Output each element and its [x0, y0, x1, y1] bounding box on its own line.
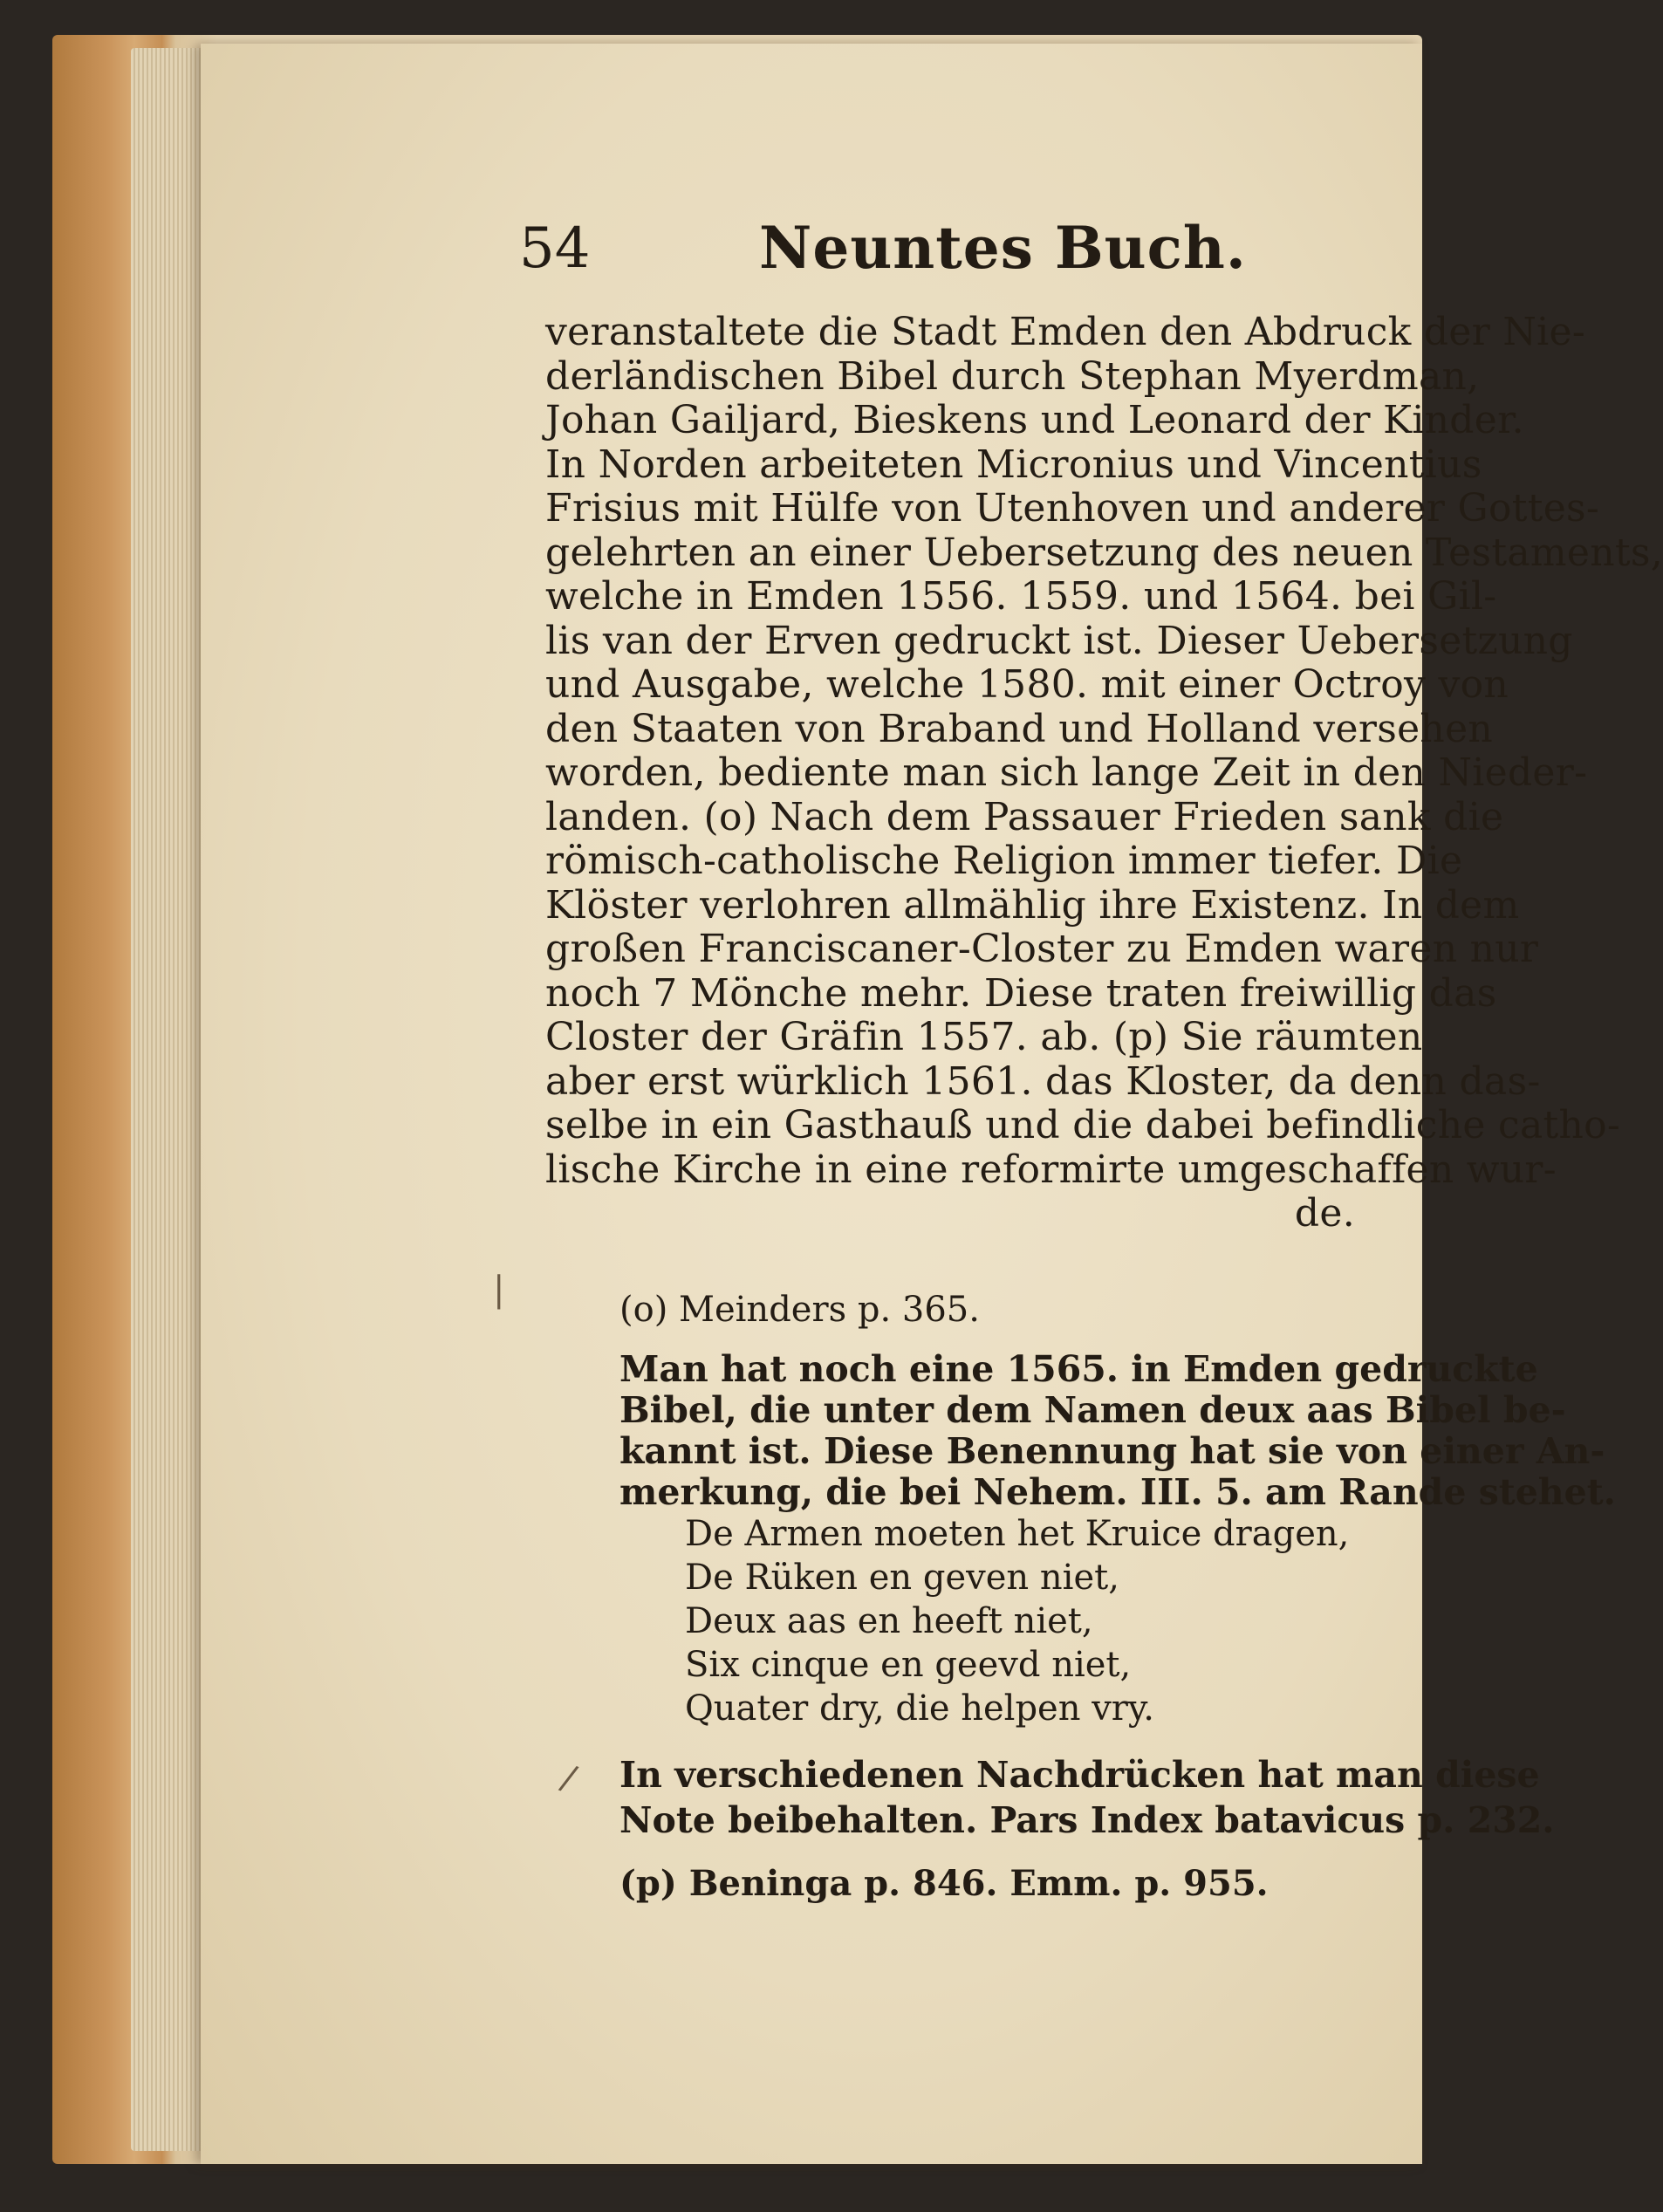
body-line: landen. (o) Nach dem Passauer Frieden sank die [545, 794, 1504, 839]
body-line: den Staaten von Braband und Holland versehen [545, 706, 1494, 751]
body-line: gelehrten an einer Uebersetzung des neuen Testaments, [545, 530, 1663, 575]
body-line: In Norden arbeiteten Micronius und Vincentius [545, 442, 1482, 487]
body-line: Frisius mit Hülfe von Utenhoven und anderer Gottes- [545, 486, 1600, 531]
verse-line: Six cinque en geevd niet, [685, 1645, 1132, 1685]
running-head: Neuntes Buch. [759, 214, 1247, 282]
footnote-line: In verschiedenen Nachdrücken hat man diese [619, 1754, 1540, 1796]
body-line: und Ausgabe, welche 1580. mit einer Octroy von [545, 662, 1509, 707]
body-line: aber erst würklich 1561. das Kloster, da denn das- [545, 1058, 1541, 1104]
verse-line: De Rüken en geven niet, [685, 1558, 1119, 1598]
body-line: römisch-catholische Religion immer tiefer. Die [545, 839, 1463, 883]
body-last-word: de. [1294, 1191, 1355, 1236]
footnote-line: merkung, die bei Nehem. III. 5. am Rande stehet. [619, 1471, 1616, 1513]
body-line: worden, bediente man sich lange Zeit in den Nieder- [545, 750, 1588, 795]
margin-mark: | [493, 1270, 505, 1310]
body-line: Johan Gailjard, Bieskens und Leonard der Kinder. [545, 398, 1524, 442]
footnote-line: Note beibehalten. Pars Index batavicus p. 232. [619, 1799, 1555, 1841]
verse-line: Deux aas en heeft niet, [685, 1601, 1093, 1641]
body-line: noch 7 Mönche mehr. Diese traten freiwillig das [545, 970, 1497, 1016]
margin-mark: / [556, 1757, 581, 1799]
body-line: welche in Emden 1556. 1559. und 1564. bei Gil- [545, 574, 1497, 619]
footnote-p: (p) Beninga p. 846. Emm. p. 955. [619, 1863, 1269, 1904]
body-line: selbe in ein Gasthauß und die dabei befindliche catho- [545, 1103, 1621, 1147]
body-line: veranstaltete die Stadt Emden den Abdruck der Nie- [545, 310, 1586, 354]
page-number: 54 [519, 216, 591, 281]
footnote-o-ref: (o) Meinders p. 365. [619, 1290, 980, 1330]
body-line: Klöster verlohren allmählig ihre Existenz. In dem [545, 882, 1520, 928]
footnote-line: kannt ist. Diese Benennung hat sie von einer An- [619, 1430, 1605, 1472]
footnote-line: Bibel, die unter dem Namen deux aas Bibel be- [619, 1389, 1566, 1431]
footnote-line: Man hat noch eine 1565. in Emden gedruckte [619, 1348, 1538, 1390]
verse-line: De Armen moeten het Kruice dragen, [685, 1514, 1350, 1554]
verse-line: Quater dry, die helpen vry. [685, 1688, 1154, 1729]
body-line: großen Franciscaner-Closter zu Emden waren nur [545, 927, 1539, 971]
body-line: lis van der Erven gedruckt ist. Dieser Uebersetzung [545, 618, 1573, 663]
body-line: derländischen Bibel durch Stephan Myerdman, [545, 353, 1480, 399]
body-line: Closter der Gräfin 1557. ab. (p) Sie räumten [545, 1015, 1423, 1059]
body-line: lische Kirche in eine reformirte umgeschaffen wur- [545, 1147, 1557, 1192]
